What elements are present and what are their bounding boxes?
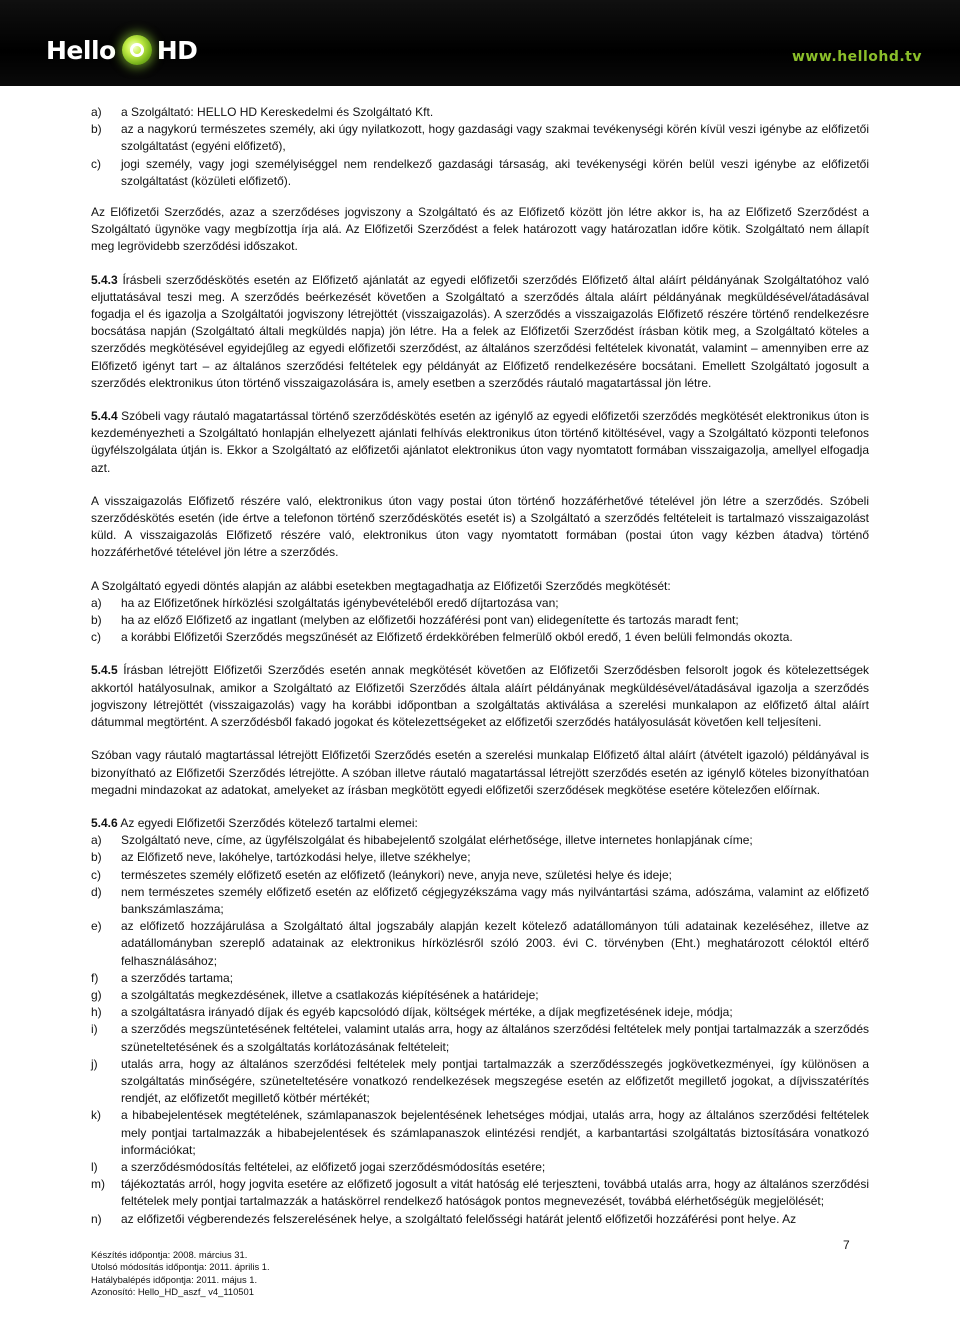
section-text: Írásbeli szerződéskötés esetén az Előfizető ajánlatát az egyedi előfizetői szerződés Előfizető által aláírt példányának Szolgáltatóhoz való eljuttatásával teszi meg. A szerződés beérkezését követően a Szolgáltató a szerződés általa aláírt példányának megküldésével/átadásával fogadja el és igazolja a Szolgáltatói jogviszony létrejöttét (visszaigazolás). A szerződés a visszaigazolás Előfizető részére történő rendelkezésre bocsátása napján (Szolgáltató általi megküldés napja) jön létre. Ha a felek az Előfizetői Szerződést írásban kötik meg, a Szolgáltató köteles a szerződés megkötésével egyidejűleg az egyedi előfizetői szerződést, az általános szerződési feltételek kivonatát, valamint – amennyiben erre az Előfizető igényt tart – az általános szerződési feltételek egy példányát az Előfizető rendelkezésére bocsátani. Emellett Szolgáltató jogosult a szerződés elektronikus úton történő visszaigazolására is, amely esetben a szerződés ráutaló magatartással jön létre. — [91, 272, 869, 390]
section-text: Írásban létrejött Előfizetői Szerződés esetén annak megkötését követően az Előfizetői Szerződésben felsorolt jogok és kötelezettségek akkortól hatályosulnak, amikor a Szolgáltató az Előfizetői Szerződés általa aláírt példányának megküldésével/átadásával igazolja a szerződés jogviszony létrejöttét (visszaigazolás) vagy ha korábbi időpontban a szolgáltatás aktiválása a szerelési munkalapon az előfizető által aláírt dátummal megtörtént. A szerződésből fakadó jogokat és kötelezettségeket az előfizetői szerződés hatályosulását követően kell teljesíteni. — [91, 663, 869, 730]
list-item-marker: l) — [91, 1159, 98, 1174]
list-item-text: a korábbi Előfizetői Szerződés megszűnését az Előfizető érdekkörében felmerülő okból eredő, 1 éven belüli felmondás okozta. — [121, 630, 793, 645]
list-item — [91, 629, 869, 646]
paragraph-contract-intro: Az Előfizetői Szerződés, azaz a szerződéses jogviszony a Szolgáltató és az Előfizető között jön létre akkor is, ha az Előfizető Szerződést a Szolgáltató ügynöke vagy megbízottja írja alá. Az Előfizetői Szerződést a felek határozott vagy határozatlan időre kötik. Szolgáltató nem állapít meg legrövidebb szerződési időszakot. — [91, 205, 869, 254]
list-item-marker: a) — [91, 105, 102, 119]
list-item — [91, 832, 869, 849]
list-item-text: ha az előző Előfizető az ingatlant (melyben az előfizetői hozzáférési pont van) elidegenítette és tartozás maradt fent; — [121, 613, 739, 628]
list-item-text: tájékoztatás arról, hogy jogvita esetére az előfizető jogosult a vitát hatóság elé terjeszteni, továbbá utalás arra, hogy az általános szerződési feltételek mely pontjai tartalmazzák a hatáskörrel rendelkező hatóságok pontos megnevezését, továbbá elérhetőségük megjelölését; — [121, 1177, 869, 1209]
section-text: Szóbeli vagy ráutaló magatartással történő szerződéskötés esetén az igénylő az egyedi előfizetői szerződés megkötését elektronikus úton is kezdeményezheti a Szolgáltató honlapján elhelyezett ajánlati felhívás elektronikus úton történő kitöltésével, vagy a Szolgáltató központi telefonos ügyfélszolgálata útján is. Ekkor a Szolgáltató az előfizetői ajánlatot elektronikus úton vagy nyomtatott formában visszaigazolja, amellyel elfogadja azt. — [91, 409, 869, 475]
document-body — [91, 104, 869, 1228]
list-item — [91, 1159, 869, 1176]
list-item — [91, 867, 869, 884]
logo-text-hello: Hello — [46, 35, 116, 65]
list-item-marker: h) — [91, 1005, 102, 1020]
footer-identifier: Azonosító: Hello_HD_aszf_ v4_110501 — [91, 1285, 254, 1297]
section-number: 5.4.3 — [91, 272, 118, 287]
list-item-marker: c) — [91, 156, 101, 171]
list-item — [91, 1056, 869, 1108]
list-item-marker: m) — [91, 1177, 105, 1192]
logo-text-hd: HD — [156, 35, 198, 65]
list-item-marker: k) — [91, 1108, 101, 1123]
list-item-marker: g) — [91, 987, 102, 1002]
hello-hd-logo — [46, 30, 197, 70]
list-item — [91, 849, 869, 866]
list-item — [91, 1004, 869, 1021]
section-number: 5.4.5 — [91, 663, 118, 678]
party-definition-list — [91, 104, 869, 190]
list-item — [91, 121, 869, 155]
list-item-marker: b) — [91, 850, 102, 865]
section-number: 5.4.6 — [91, 815, 118, 830]
list-item-text: a Szolgáltató: HELLO HD Kereskedelmi és Szolgáltató Kft. — [121, 105, 434, 119]
list-item — [91, 1211, 869, 1228]
list-item-text: a szerződés tartama; — [121, 970, 234, 985]
page-number: 7 — [843, 1238, 850, 1252]
list-item — [91, 156, 869, 190]
list-item — [91, 987, 869, 1004]
list-item-text: a szerződésmódosítás feltételei, az előfizető jogai szerződésmódosítás esetére; — [121, 1159, 546, 1174]
paragraph-oral-contract: Szóban vagy ráutaló magtartással létrejött Előfizetői Szerződés esetén a szerelési munkalap Előfizető által aláírt (átvételt igazoló) példányával is bizonyítható az Előfizetői Szerződés létrejötte. A szóban illetve ráutaló magatartással létrejött szerződés esetén az igénylő köteles bizonyíthatóan megadni mindazokat az adatokat, amelyeket az írásban megkötött egyedi előfizetői szerződések megkötése esetére kötelezően előírnak. — [91, 748, 869, 797]
list-item — [91, 970, 869, 987]
list-item-marker: b) — [91, 122, 102, 137]
list-item-marker: a) — [91, 833, 102, 848]
list-item — [91, 1021, 869, 1055]
list-item-text: ha az Előfizetőnek hírközlési szolgáltatás igénybevételéből eredő díjtartozása van; — [121, 595, 559, 610]
list-item-text: nem természetes személy előfizető esetén az előfizető cégjegyzékszáma vagy más nyilvántartási száma, adószáma, valamint az előfizető bankszámlaszáma; — [121, 884, 869, 916]
list-item-marker: j) — [91, 1056, 98, 1071]
list-item-text: a szolgáltatásra irányadó díjak és egyéb kapcsolódó díjak, költségek mértéke, a díjak megfizetésének ideje, módja; — [121, 1005, 733, 1020]
list-item — [91, 595, 869, 612]
list-item-marker: n) — [91, 1211, 102, 1226]
list-item-text: utalás arra, hogy az általános szerződési feltételek mely pontjai tartalmazzák a szerződésszegés jogkövetkezményei, így különösen a szolgáltatás minőségére, szüneteltetésére vonatkozó rendelkezések megszegése esetén az előfizetőt megillető jogokat, a díjvisszatérítés rendjét, az előfizetőt megillető kötbér mértékét; — [121, 1056, 869, 1106]
section-5-4-3 — [91, 272, 869, 392]
list-item-text: a hibabejelentések megtételének, számlapanaszok bejelentésének lehetséges módjai, utalás arra, hogy az általános szerződési feltételek mely pontjai tartalmazzák a hibabejelentések és számlapanaszok elintézési rendjét, a karbantartási szolgáltatás biztosítására vonatkozó információkat; — [121, 1108, 869, 1157]
paragraph-confirmation: A visszaigazolás Előfizető részére való, elektronikus úton vagy postai úton történő hozzáférhetővé tételével jön létre a szerződés. Szóbeli szerződéskötés esetén (ide értve a telefonon történő szerződéskötés esetét is) a Szolgáltató a szerződés feltételeit is tartalmazó visszaigazolást küld. A visszaigazolás Előfizető részére való, elektronikus úton vagy nyomtatott formában (postai úton vagy kézben átadva) történő hozzáférhetővé tételével jön létre a szerződés. — [91, 493, 869, 560]
list-item-text: jogi személy, vagy jogi személyiséggel nem rendelkező gazdasági társaság, aki tevékenységi körén belül veszi igénybe az előfizetői szolgáltatást (közületi előfizető). — [121, 156, 869, 188]
section-number: 5.4.4 — [91, 409, 118, 424]
footer-modified: Utolsó módosítás időpontja: 2011. április 1. — [91, 1261, 270, 1273]
document-footer — [91, 1249, 270, 1298]
list-item-marker: c) — [91, 867, 101, 882]
list-item-marker: f) — [91, 970, 99, 985]
section-text: Az egyedi Előfizetői Szerződés kötelező tartalmi elemei: — [120, 815, 418, 830]
list-item-text: a szolgáltatás megkezdésének, illetve a csatlakozás kiépítésének a határideje; — [121, 987, 539, 1002]
list-item-text: a szerződés megszüntetésének feltételei, valamint utalás arra, hogy az általános szerződési feltételek mely pontjai tartalmazzák a szerződés szüneteltetésének és a szolgáltatás korlátozásának feltételeit; — [121, 1022, 869, 1054]
list-item-text: az a nagykorú természetes személy, aki úgy nyilatkozott, hogy gazdasági vagy szakmai tevékenységi körén kívül veszi igénybe az előfizetői szolgáltatást (egyéni előfizető), — [121, 122, 869, 154]
list-item — [91, 612, 869, 629]
list-item-text: az Előfizető neve, lakóhelye, tartózkodási helye, illetve székhelye; — [121, 850, 471, 865]
refusal-reasons-list — [91, 595, 869, 647]
section-5-4-4 — [91, 408, 869, 477]
section-5-4-5 — [91, 662, 869, 731]
list-item — [91, 884, 869, 918]
list-item-text: Szolgáltató neve, címe, az ügyfélszolgálat és hibabejelentő szolgálat elérhetősége, illetve internetes honlapjának címe; — [121, 833, 753, 848]
list-item-marker: d) — [91, 884, 102, 899]
list-item-marker: e) — [91, 919, 102, 934]
list-item-text: az előfizetői végberendezés felszerelésének helye, a szolgáltató felelősségi határát jelentő előfizetői hozzáférési pont helye. Az — [121, 1211, 797, 1226]
site-url: www.hellohd.tv — [791, 49, 922, 65]
paragraph-refusal-intro: A Szolgáltató egyedi döntés alapján az alábbi esetekben megtagadhatja az Előfizetői Szerződés megkötését: — [91, 578, 671, 593]
list-item-marker: a) — [91, 595, 102, 610]
list-item — [91, 104, 869, 121]
list-item — [91, 918, 869, 970]
list-item — [91, 1176, 869, 1210]
list-item-marker: i) — [91, 1022, 98, 1037]
page-header — [0, 0, 960, 86]
mandatory-elements-list — [91, 832, 869, 1228]
footer-effective: Hatálybalépés időpontja: 2011. május 1. — [91, 1273, 258, 1285]
logo-orb-icon — [122, 35, 152, 65]
list-item-marker: c) — [91, 630, 101, 645]
footer-created: Készítés időpontja: 2008. március 31. — [91, 1249, 248, 1260]
section-5-4-6 — [91, 815, 869, 832]
list-item-marker: b) — [91, 613, 102, 628]
list-item — [91, 1107, 869, 1159]
list-item-text: természetes személy előfizető esetén az előfizető (leánykori) neve, anyja neve, születési helye és ideje; — [121, 867, 672, 882]
list-item-text: az előfizető hozzájárulása a Szolgáltató által jogszabály alapján kezelt kötelező adatállományon túli adatainak kezeléséhez, illetve az adatállományban szereplő adatainak az elektronikus hírközlésről szóló 2003. évi C. törvényben (Eht.) meghatározott céloktól eltérő felhasználásához; — [121, 919, 869, 968]
